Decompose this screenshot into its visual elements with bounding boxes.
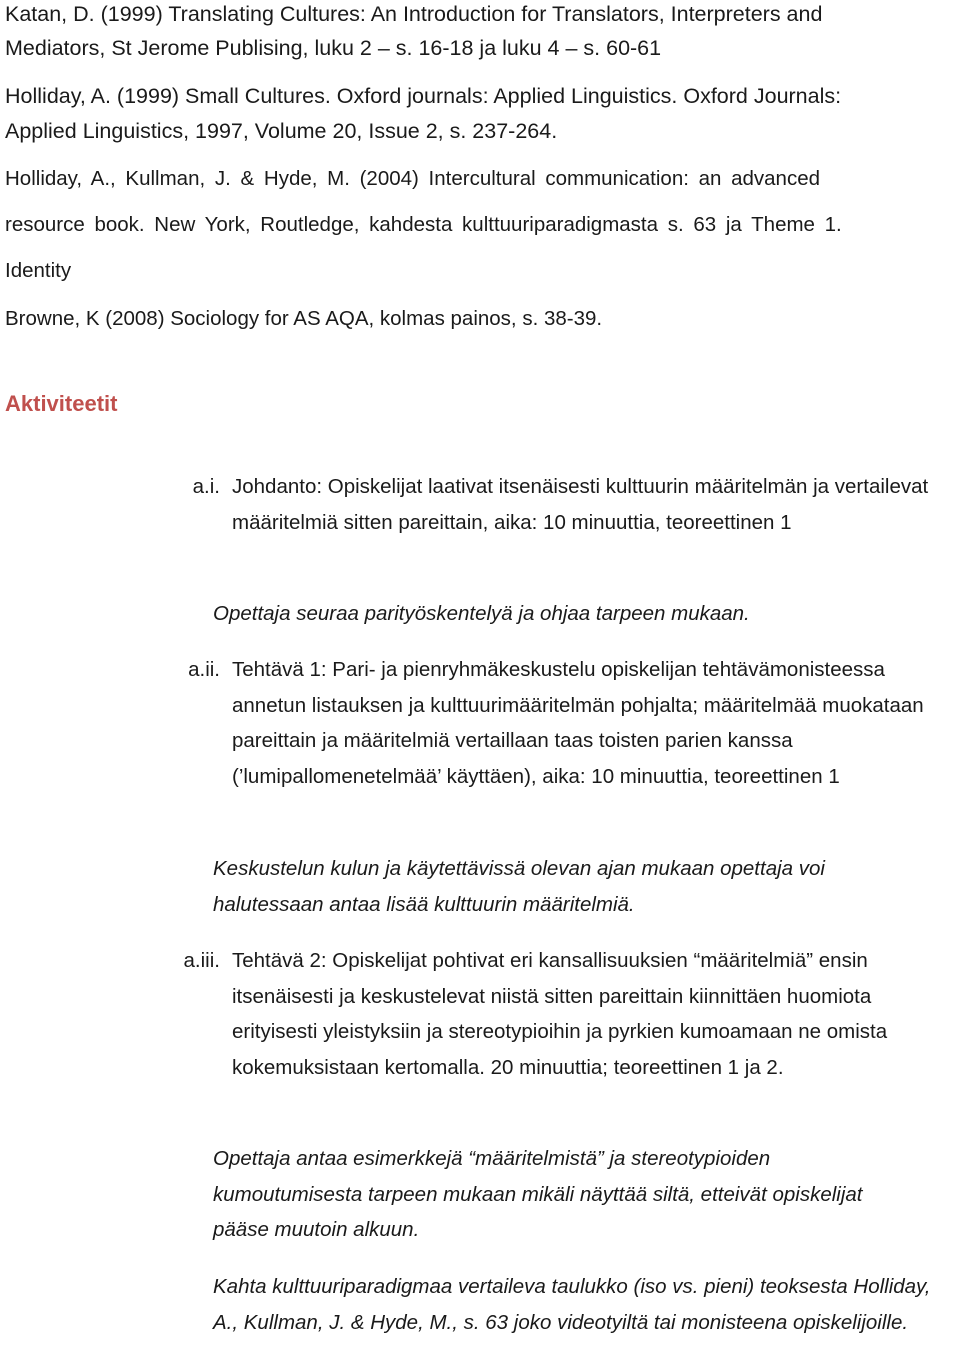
section-heading: Aktiviteetit	[5, 391, 118, 416]
reference-katan-line-1: Katan, D. (1999) Translating Cultures: An Introduction for Translators, Interpreters and	[5, 2, 823, 26]
reference-browne: Browne, K (2008) Sociology for AS AQA, kolmas painos, s. 38-39.	[5, 307, 603, 330]
reference-holliday-line-2: Applied Linguistics, 1997, Volume 20, Issue 2, s. 237-264.	[5, 119, 558, 143]
reference-hkh-line-2: resource book. New York, Routledge, kahdesta kulttuuriparadigmasta s. 63 ja Theme 1.	[5, 213, 842, 236]
activity-note-secondary: Kahta kulttuuriparadigmaa vertaileva taulukko (iso vs. pieni) teoksesta Holliday, A., Kullman, J. & Hyde, M., s. 63 joko videotyiltä tai monisteena opiskelijoille.	[213, 1275, 931, 1334]
activity-note: Opettaja antaa esimerkkejä “määritelmistä” ja stereotypioiden kumoutumisesta tarpeen mukaan mikäli näyttää siltä, etteivät opiskelijat pääse muutoin alkuun.	[213, 1147, 863, 1241]
activity-marker: a.iii.	[183, 949, 220, 972]
activity-note: Keskustelun kulun ja käytettävissä olevan ajan mukaan opettaja voi halutessaan antaa lisää kulttuurin määritelmiä.	[213, 857, 825, 916]
reference-holliday-line-1: Holliday, A. (1999) Small Cultures. Oxford journals: Applied Linguistics. Oxford Journals:	[5, 84, 842, 108]
activity-text: Tehtävä 1: Pari- ja pienryhmäkeskustelu opiskelijan tehtävämonisteessa annetun listauksen ja kulttuurimääritelmän pohjalta; määritelmää muokataan pareittain ja määritelmiä vertaillaan taas toisten parien kanssa (’lumipallomenetelmää’ käyttäen), aika: 10 minuuttia, teoreettinen 1	[232, 658, 924, 788]
activity-note: Opettaja seuraa parityöskentelyä ja ohjaa tarpeen mukaan.	[213, 602, 750, 625]
activity-marker: a.i.	[192, 475, 220, 498]
reference-hkh-line-1: Holliday, A., Kullman, J. & Hyde, M. (2004) Intercultural communication: an advanced	[5, 167, 821, 190]
reference-katan-line-2: Mediators, St Jerome Publising, luku 2 – s. 16-18 ja luku 4 – s. 60-61	[5, 36, 662, 60]
activity-text: Tehtävä 2: Opiskelijat pohtivat eri kansallisuuksien “määritelmiä” ensin itsenäisesti ja keskustelevat niistä sitten pareittain kiinnittäen huomiota erityisesti yleistyksiin ja stereotypioihin ja pyrkien kumoamaan ne omista kokemuksistaan kertomalla. 20 minuuttia; teoreettinen 1 ja 2.	[232, 949, 888, 1079]
activity-marker: a.ii.	[188, 658, 220, 681]
activity-text: Johdanto: Opiskelijat laativat itsenäisesti kulttuurin määritelmän ja vertailevat määritelmiä sitten pareittain, aika: 10 minuuttia, teoreettinen 1	[232, 475, 929, 534]
reference-hkh-line-3: Identity	[5, 259, 72, 282]
